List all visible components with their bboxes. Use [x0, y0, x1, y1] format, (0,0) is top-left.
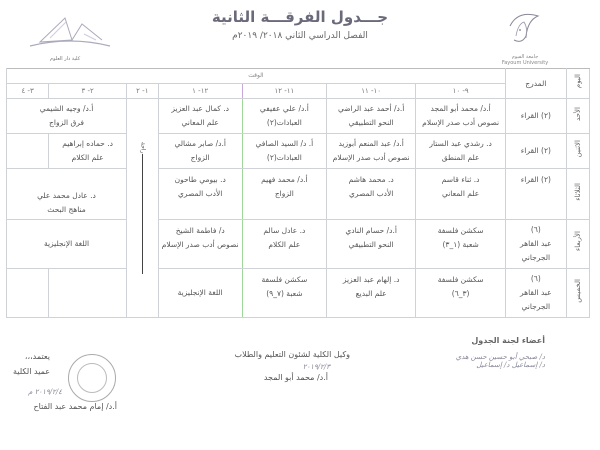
slot-header: ٣- ٤: [7, 84, 49, 99]
dean-name: أ.د/ إمام محمد عبد الفتاح: [33, 402, 117, 411]
class-cell: د. كمال عبد العزيز علم المعاني: [158, 99, 242, 134]
table-row: [7, 269, 590, 318]
class-cell: أ.د/ صابر مشالي الزواج: [158, 134, 242, 169]
class-cell: د. حماده إبراهيم علم الكلام: [49, 134, 127, 169]
day-cell: الخميس: [566, 269, 589, 318]
break-line: [142, 154, 143, 274]
day-cell: الاثنين: [566, 134, 589, 169]
class-cell: د. عادل محمد علي مناهج البحث: [7, 169, 127, 220]
class-cell: سكشن فلسفة شعبة (٧_٩): [242, 269, 326, 318]
class-cell: د/ فاطمة الشيخ نصوص أدب صدر الإسلام: [158, 220, 242, 269]
table-row: [7, 220, 590, 269]
eagle-emblem-icon: [77, 363, 107, 393]
university-logo: [500, 6, 550, 64]
slot-header: ٩- ١٠: [416, 84, 505, 99]
vice-dean-signature-date: ٢٠١٩/٢/٣: [302, 363, 330, 371]
class-cell: د. عادل سالم علم الكلام: [242, 220, 326, 269]
class-cell: د. بيومي طاحون الأدب المصري: [158, 169, 242, 220]
open-book-icon: [20, 10, 120, 54]
committee-signature-2: د/ إسماعيل د/ إسماعيل: [476, 361, 545, 369]
faculty-logo: [20, 10, 120, 62]
day-cell: الأحد: [566, 99, 589, 134]
day-cell: الثلاثاء: [566, 169, 589, 220]
class-cell: أ.د/ حسام النادي النحو التطبيقي: [326, 220, 415, 269]
slot-header: ٢- ٣: [49, 84, 127, 99]
class-cell: أ.د/ وجيه الشيمي فرق الزواج: [7, 99, 127, 134]
time-label-row: [7, 69, 590, 84]
committee-signature-1: د/ صبحي أبو حسين حسن هدي: [455, 353, 545, 361]
hall-cell: (٢) القراء: [505, 169, 566, 220]
slot-header-row: [7, 84, 590, 99]
slot-header: ١١- ١٢: [242, 84, 326, 99]
class-cell: د. رشدي عبد الستار علم المنطق: [416, 134, 505, 169]
dean-signature-date: ٢٠١٩/٢/٤ م: [28, 388, 62, 396]
class-cell: اللغة الإنجليزية: [158, 269, 242, 318]
class-cell: د. إلهام عبد العزيز علم البديع: [326, 269, 415, 318]
faculty-logo-caption: كلية دار العلوم: [50, 56, 81, 62]
class-cell-empty: [7, 269, 49, 318]
schedule-table: [6, 68, 590, 318]
vice-dean-block: [200, 350, 350, 382]
university-logo-caption-ar: جامعة الفيوم: [511, 54, 539, 60]
official-stamp: [68, 354, 116, 402]
class-cell: أ.د/ علي عفيفي العبادات(٢): [242, 99, 326, 134]
dean-approval: يعتمد،،،: [24, 352, 50, 361]
class-cell: أ.د/ عبد المنعم أبوزيد نصوص أدب صدر الإسلام: [326, 134, 415, 169]
committee-title: أعضاء لجنة الجدول: [471, 336, 545, 345]
table-row: [7, 134, 590, 169]
header-hall: المدرج: [505, 69, 566, 99]
class-cell: أ.د/ محمد أبو المجد نصوص أدب صدر الإسلام: [416, 99, 505, 134]
hall-cell: (٢) القراء: [505, 134, 566, 169]
class-cell: أ.د/ أحمد عبد الراضي النحو التطبيقي: [326, 99, 415, 134]
hall-cell: (٢) القراء: [505, 99, 566, 134]
semester-subtitle: الفصل الدراسي الثاني ٢٠١٨/ ٢٠١٩م: [232, 31, 368, 41]
break-label: راحة: [139, 142, 147, 154]
day-cell: الأربعاء: [566, 220, 589, 269]
university-logo-caption-en: Fayoum University: [501, 60, 549, 66]
document-header: [200, 8, 400, 41]
class-cell-empty: [49, 269, 127, 318]
class-cell: أ. د/ السيد الصافي العبادات(٢): [242, 134, 326, 169]
time-label: الوقت: [7, 69, 506, 84]
class-cell: سكشن فلسفة شعبة (١_٣): [416, 220, 505, 269]
vice-dean-title: وكيل الكلية لشئون التعليم والطلاب: [234, 350, 350, 359]
university-emblem-icon: [500, 6, 550, 50]
class-cell: أ.د/ محمد فهيم الزواج: [242, 169, 326, 220]
class-cell: د. محمد هاشم الأدب المصري: [326, 169, 415, 220]
class-cell: اللغة الإنجليزية: [7, 220, 127, 269]
hall-cell: (٦) عبد القاهر الجرجاني: [505, 220, 566, 269]
hall-cell: (٦) عبد القاهر الجرجاني: [505, 269, 566, 318]
table-row: [7, 169, 590, 220]
slot-header: ١- ٢: [127, 84, 159, 99]
dean-title: عميد الكلية: [13, 367, 50, 376]
break-column: [127, 99, 159, 318]
class-cell-empty: [7, 134, 49, 169]
table-row: [7, 99, 590, 134]
vice-dean-name: أ.د/ محمد أبو المجد: [263, 373, 328, 382]
class-cell: سكشن فلسفة (٣_٦): [416, 269, 505, 318]
document-title: جـــدول الفرقـــة الثانية: [211, 8, 389, 26]
class-cell: د. ثناء قاسم علم المعاني: [416, 169, 505, 220]
dean-block: [0, 352, 50, 376]
slot-header: ١٢- ١: [158, 84, 242, 99]
committee-block: [400, 336, 545, 369]
slot-header: ١٠- ١١: [326, 84, 415, 99]
header-day: اليوم: [566, 69, 589, 99]
